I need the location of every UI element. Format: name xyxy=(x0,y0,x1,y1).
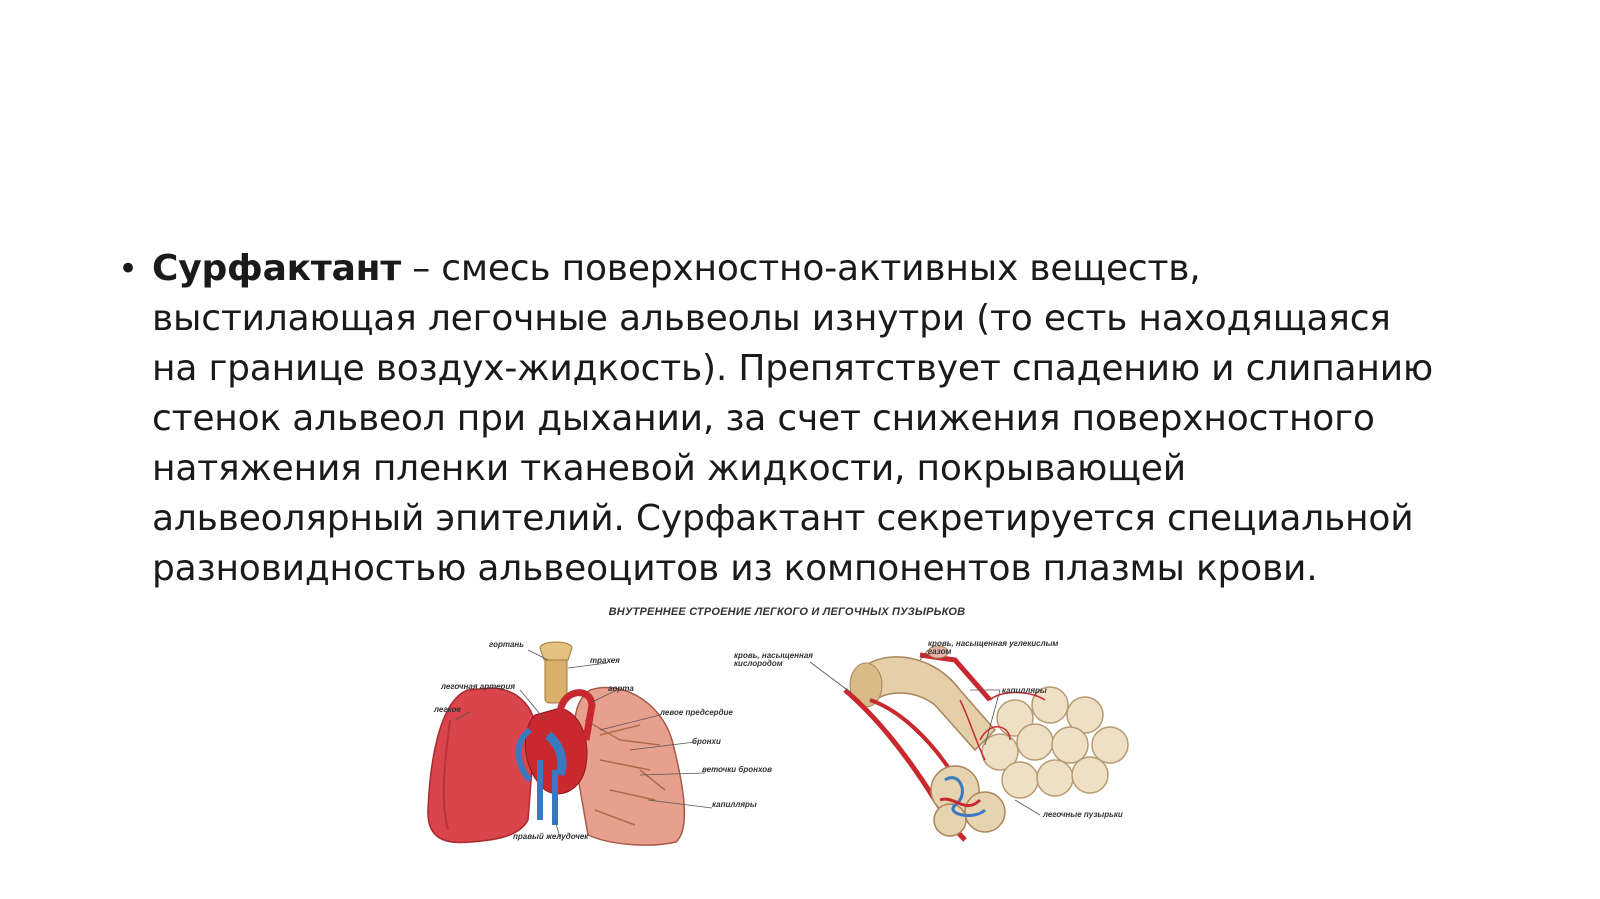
paragraph-line-6: альвеолярный эпителий. Сурфактант секретируется специальной xyxy=(152,498,1414,539)
label-bronchi: бронхи xyxy=(692,737,721,746)
line-1-text: – смесь поверхностно-активных веществ, xyxy=(401,248,1201,289)
larynx-shape xyxy=(540,642,572,660)
alveolus xyxy=(1002,762,1038,798)
bullet-marker: • xyxy=(118,249,139,289)
label-bronchial-branches: веточки бронхов xyxy=(702,765,772,774)
label-trachea: трахея xyxy=(590,656,620,665)
alveolus xyxy=(1052,727,1088,763)
lungs-drawing xyxy=(428,642,684,845)
figure-title: ВНУТРЕННЕЕ СТРОЕНИЕ ЛЕГКОГО И ЛЕГОЧНЫХ ПУЗЫРЬКОВ xyxy=(608,606,966,618)
alveoli-cluster xyxy=(982,687,1128,798)
paragraph-line-7: разновидностью альвеоцитов из компонентов плазмы крови. xyxy=(152,548,1318,589)
label-right-ventricle: правый желудочек xyxy=(513,832,589,841)
label-pulmonary-artery: легочная артерия xyxy=(441,682,516,691)
label-co2-blood: кровь, насыщенная углекислым газом xyxy=(928,639,1059,656)
paragraph-line-3: на границе воздух-жидкость). Препятствует спадению и слипанию xyxy=(152,348,1434,389)
alveolus xyxy=(1092,727,1128,763)
term-surfactant: Сурфактант xyxy=(152,248,401,289)
label-left-atrium: левое предсердие xyxy=(660,708,733,717)
label-capillaries-lung: капилляры xyxy=(712,800,757,809)
label-lung: легкое xyxy=(434,705,461,714)
label-aorta: аорта xyxy=(608,684,634,693)
alveolus-cut xyxy=(934,804,966,836)
paragraph-line-2: выстилающая легочные альвеолы изнутри (то есть находящаяся xyxy=(152,298,1391,339)
label-oxygen-blood: кровь, насыщенная кислородом xyxy=(734,651,813,668)
alveolus xyxy=(1072,757,1108,793)
paragraph-line-4: стенок альвеол при дыхании, за счет снижения поверхностного xyxy=(152,398,1375,439)
label-capillaries-alveoli: капилляры xyxy=(1002,686,1047,695)
paragraph-line-5: натяжения пленки тканевой жидкости, покрывающей xyxy=(152,448,1186,489)
label-alveoli: легочные пузырьки xyxy=(1043,810,1123,819)
alveoli-cutaway xyxy=(931,766,1005,836)
alveolus xyxy=(1037,760,1073,796)
alveolus xyxy=(1017,724,1053,760)
label-larynx: гортань xyxy=(489,640,524,649)
